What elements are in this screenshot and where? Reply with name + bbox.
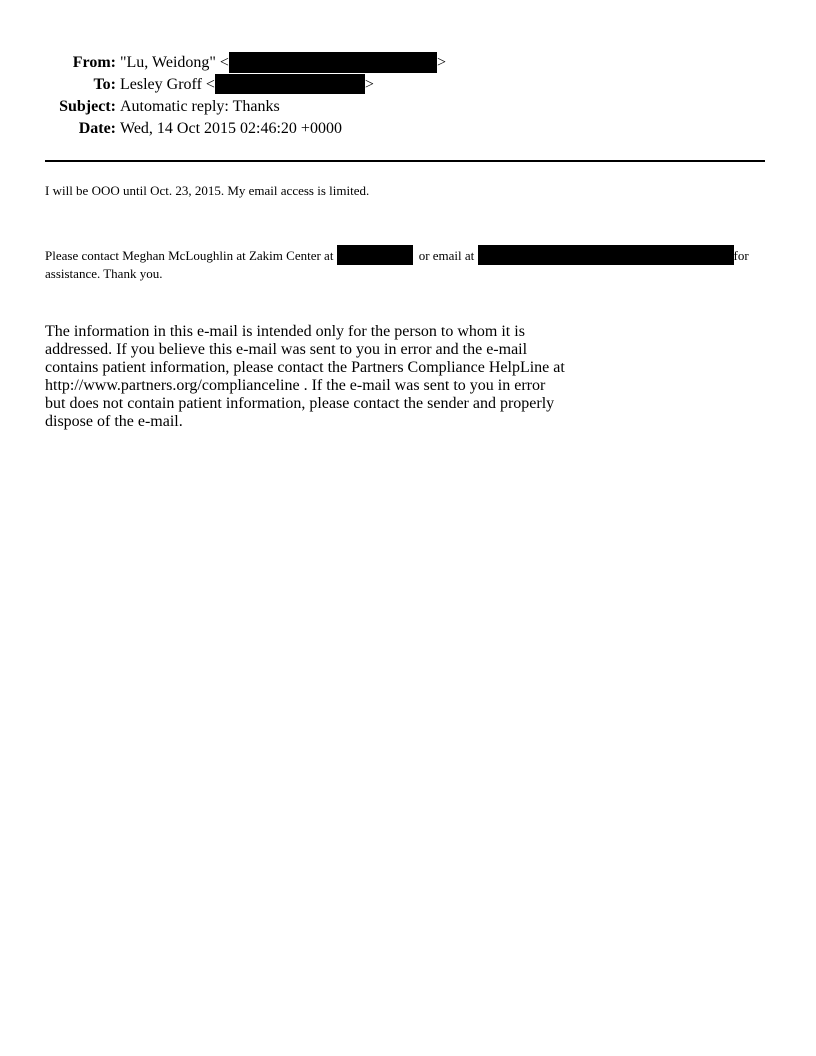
contact-text-3: for [733, 248, 749, 263]
contact-text-2: or email at [418, 248, 475, 263]
header-divider [45, 160, 765, 162]
ooo-message: I will be OOO until Oct. 23, 2015. My email access is limited. [45, 183, 370, 198]
date-label: Date: [78, 120, 116, 137]
date-value: Wed, 14 Oct 2015 02:46:20 +0000 [120, 120, 342, 137]
disclaimer-line: but does not contain patient information, please contact the sender and properly [45, 395, 555, 412]
to-row [45, 74, 446, 96]
disclaimer-paragraph [45, 323, 575, 431]
redaction-box [478, 245, 734, 265]
contact-line-1 [45, 246, 767, 266]
email-header [45, 52, 446, 140]
from-value [120, 52, 446, 74]
disclaimer-line: The information in this e-mail is intended only for the person to whom it is [45, 323, 525, 340]
disclaimer-line: contains patient information, please contact the Partners Compliance HelpLine at [45, 359, 565, 376]
disclaimer-line: http://www.partners.org/complianceline . If the e-mail was sent to you in error [45, 377, 546, 394]
subject-value: Automatic reply: Thanks [120, 98, 280, 115]
disclaimer-line: dispose of the e-mail. [45, 413, 183, 430]
to-suffix: > [364, 76, 374, 93]
from-name: "Lu, Weidong" < [120, 54, 229, 71]
redaction-box [215, 74, 365, 94]
subject-label: Subject: [59, 98, 116, 115]
from-row [45, 52, 446, 74]
to-name: Lesley Groff < [120, 76, 215, 93]
contact-line-2: assistance. Thank you. [45, 266, 163, 281]
contact-paragraph [45, 246, 767, 282]
contact-text-1: Please contact Meghan McLoughlin at Zakim Center at [45, 248, 334, 263]
subject-row [45, 96, 446, 118]
disclaimer-line: addressed. If you believe this e-mail was sent to you in error and the e-mail [45, 341, 528, 358]
redaction-box [229, 52, 437, 73]
to-label: To: [93, 76, 116, 93]
from-suffix: > [436, 54, 446, 71]
to-value [120, 74, 374, 96]
redaction-box [337, 245, 413, 265]
from-label: From: [72, 54, 116, 71]
date-row [45, 118, 446, 140]
